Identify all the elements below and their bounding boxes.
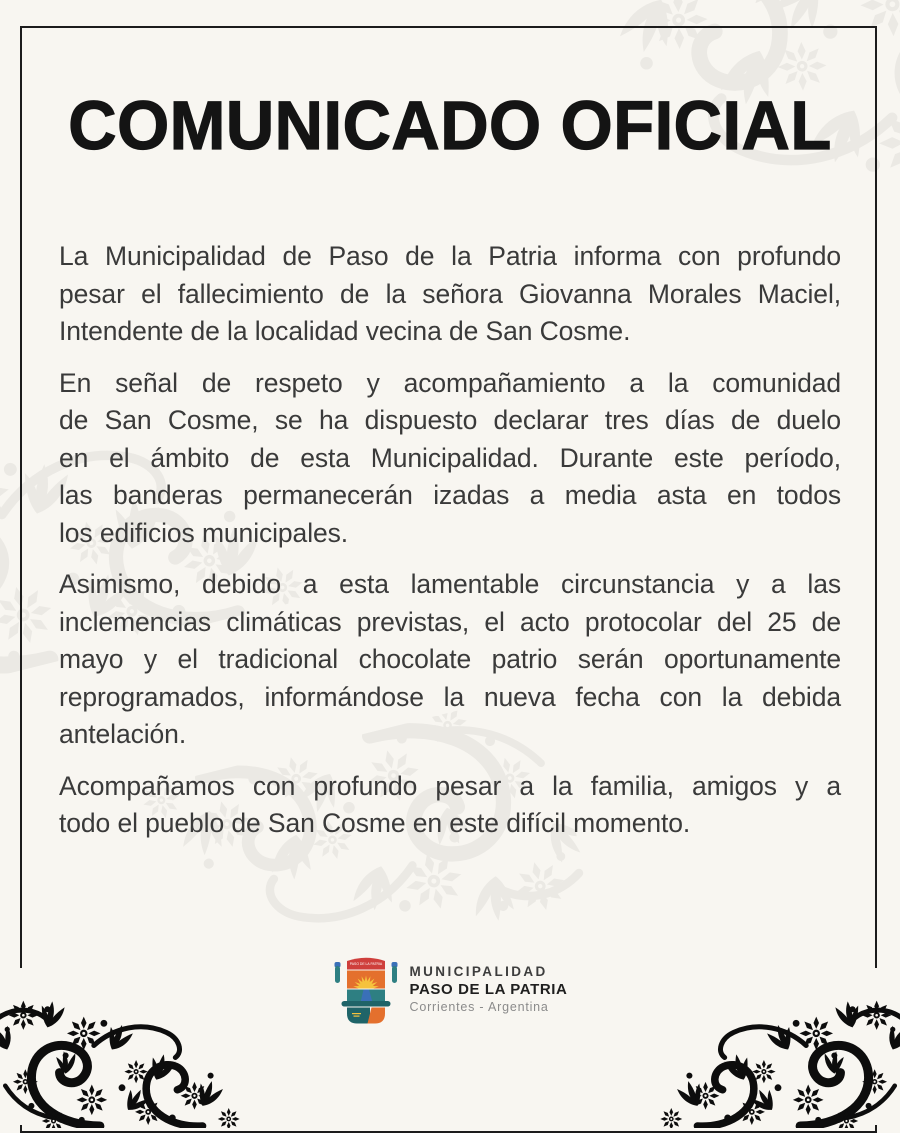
municipality-logo-text bbox=[410, 964, 568, 1014]
paragraph-3 bbox=[59, 566, 841, 754]
announcement-body bbox=[59, 238, 841, 857]
paragraph-4 bbox=[59, 768, 841, 843]
logo-org-name: MUNICIPALIDAD bbox=[409, 964, 548, 979]
paragraph-line: La Municipalidad de Paso de la Patria informa con profundo bbox=[59, 241, 841, 271]
paragraph-line: todo el pueblo de San Cosme en este difícil momento. bbox=[59, 808, 691, 838]
paragraph-line: en el ámbito de esta Municipalidad. Durante este período, bbox=[59, 442, 841, 473]
emblem-banner-text: PASO DE LA PATRIA bbox=[349, 962, 382, 966]
paragraph-line: inclemencias climáticas previstas, el acto protocolar del 25 de bbox=[59, 606, 841, 637]
page-title: COMUNICADO OFICIAL bbox=[68, 87, 832, 164]
municipality-emblem-icon bbox=[333, 952, 399, 1026]
flourish-icon bbox=[653, 977, 900, 1128]
logo-subtitle: Corrientes - Argentina bbox=[409, 1000, 549, 1014]
paragraph-line: Intendente de la localidad vecina de San Cosme. bbox=[59, 316, 631, 346]
paragraph-line: En señal de respeto y acompañamiento a la comunidad bbox=[59, 367, 841, 398]
floral-ornament-bottom-left bbox=[0, 968, 262, 1125]
paragraph-line: reprogramados, informándose la nueva fecha con la debida bbox=[59, 681, 841, 712]
paragraph-line: antelación. bbox=[59, 719, 187, 749]
logo-org-name-bold: PASO DE LA PATRIA bbox=[409, 981, 568, 998]
paragraph-line: pesar el fallecimiento de la señora Giovanna Morales Maciel, bbox=[59, 278, 841, 309]
paragraph-line: Acompañamos con profundo pesar a la familia, amigos y a bbox=[59, 770, 841, 801]
paragraph-line: mayo y el tradicional chocolate patrio serán oportunamente bbox=[59, 644, 841, 674]
paragraph-line: Asimismo, debido a esta lamentable circunstancia y a las bbox=[59, 569, 841, 599]
paragraph-2 bbox=[59, 365, 841, 553]
paragraph-1 bbox=[59, 238, 841, 351]
paragraph-line: las banderas permanecerán izadas a media asta en todos bbox=[59, 480, 841, 510]
paragraph-line: de San Cosme, se ha dispuesto declarar tres días de duelo bbox=[59, 405, 841, 435]
floral-ornament-bottom-right bbox=[638, 968, 900, 1125]
flourish-icon bbox=[0, 977, 247, 1128]
paragraph-line: los edificios municipales. bbox=[59, 517, 349, 548]
